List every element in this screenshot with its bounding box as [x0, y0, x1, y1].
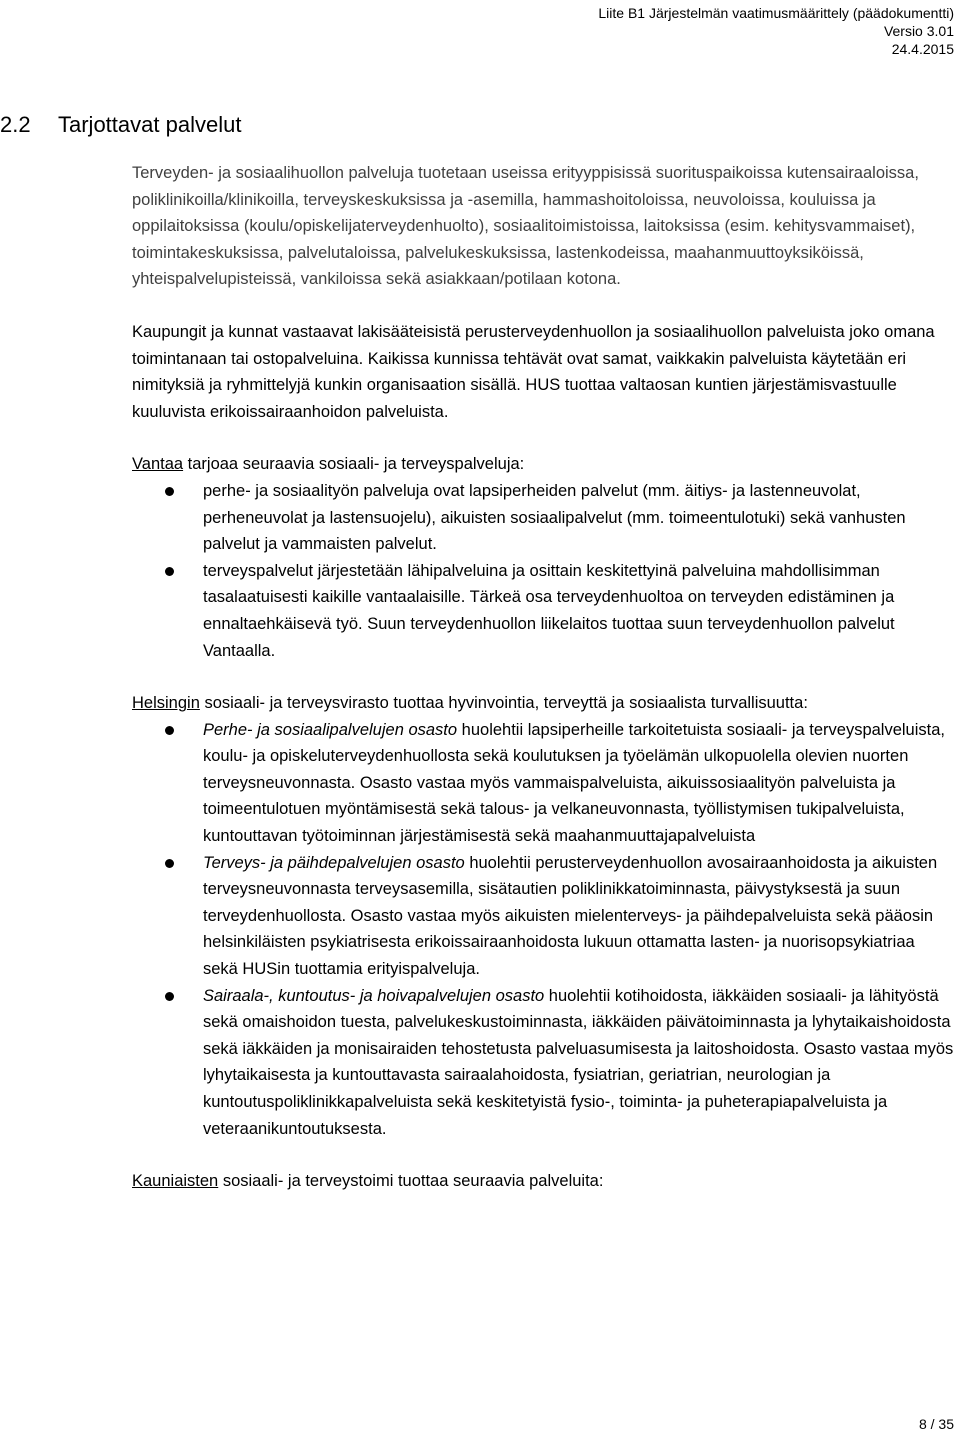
bullet-icon: [165, 859, 174, 868]
page-header: [598, 4, 954, 58]
vantaa-item-text: perhe- ja sosiaalityön palveluja ovat lapsiperheiden palvelut (mm. äitiys- ja lastenneuvolat, perheneuvolat ja lastensuojelu), aikuisten sosiaalipalvelut (mm. toimeentulotuki) sekä vanhusten palvelut ja vammaisten palvelut.: [203, 481, 906, 554]
kauniainen-rest: sosiaali- ja terveystoimi tuottaa seuraavia palveluita:: [218, 1172, 604, 1191]
list-item: [132, 983, 954, 1143]
helsinki-list: [132, 717, 954, 1143]
list-item: [132, 850, 954, 983]
helsinki-item-text: huolehtii perusterveydenhuollon avosairaanhoidosta ja aikuisten terveysneuvonnasta terveysasemilla, sisätautien poliklinikkatoiminnasta, päivystyksestä ja suun terveydenhuollosta. Osasto vastaa myös aikuisten mielenterveys- ja päihdepalveluista sekä pääosin helsinkiläisten psykiatrisesta erikoissairaanhoidosta lukuun ottamatta lasten- ja nuorisopsykiatriaa sekä HUSin tuottamia erityispalveluja.: [203, 853, 938, 979]
intro-paragraph: Terveyden- ja sosiaalihuollon palveluja tuotetaan useissa erityyppisissä suorituspaikoissa kutensairaaloissa, poliklinikoilla/klinikoilla, terveyskeskuksissa ja -asemilla, hammashoitoloissa, neuvoloissa, kouluissa ja oppilaitoksissa (koulu/opiskelijaterveydenhuolto), sosiaalitoimistoissa, laitoksissa (esim. kehitysvammaiset), toimintakeskuksissa, palvelutaloissa, palvelukeskuksissa, lastenkodeissa, maahanmuuttoyksiköissä, yhteispalvelupisteissä, vankiloissa sekä asiakkaan/potilaan kotona.: [132, 164, 919, 289]
section-title: Tarjottavat palvelut: [58, 112, 242, 137]
helsinki-unit-name: Sairaala-, kuntoutus- ja hoivapalvelujen osasto: [203, 986, 545, 1005]
helsinki-item-text: huolehtii lapsiperheille tarkoitetuista sosiaali- ja terveyspalveluista, koulu- ja opiskeluterveydenhuollosta sekä koulutuksen ja työelämän ulkopuolella olevien nuorten terveysneuvonnasta. Osasto vastaa myös vammaispalveluista, aikuissosiaalityön palveluista ja toimeentulotuen myöntämisestä sekä talous- ja velkaneuvonnasta, työllistymisen tukipalveluista, kuntouttavan työtoiminnan järjestämisestä sekä maahanmuuttajapalveluista: [203, 720, 945, 846]
municipalities-paragraph: Kaupungit ja kunnat vastaavat lakisääteisistä perusterveydenhuollon ja sosiaalihuollon palveluista joko omana toimintanaan tai ostopalveluina. Kaikissa kunnissa tehtävät ovat samat, vaikkakin palveluista käytetään eri nimityksiä ja ryhmittelyjä kunkin organisaation sisällä. HUS tuottaa valtaosan kuntien järjestämisvastuulle kuuluvista erikoissairaanhoidon palveluista.: [132, 322, 935, 421]
bullet-icon: [165, 567, 174, 576]
section-heading: [0, 112, 241, 138]
header-doc-title: Liite B1 Järjestelmän vaatimusmäärittely (päädokumentti): [598, 5, 954, 21]
kauniainen-lead: Kauniaisten: [132, 1172, 219, 1191]
bullet-icon: [165, 487, 174, 496]
helsinki-lead: Helsingin: [132, 694, 200, 713]
bullet-icon: [165, 992, 174, 1001]
vantaa-rest: tarjoaa seuraavia sosiaali- ja terveyspalveluja:: [183, 455, 525, 474]
vantaa-intro: [132, 451, 954, 478]
helsinki-unit-name: Terveys- ja päihdepalvelujen osasto: [203, 853, 465, 872]
helsinki-item-text: huolehtii kotihoidosta, iäkkäiden sosiaali- ja lähityöstä sekä omaishoidon tuesta, palvelukeskustoiminnasta, iäkkäiden päivätoiminnasta ja lyhytaikaishoidosta sekä iäkkäiden ja monisairaiden tehostetusta palveluasumisesta ja laitoshoidosta. Osasto vastaa myös lyhytaikaisesta ja kuntouttavasta sairaalahoidosta, fysiatrian, geriatrian, neurologian ja kuntoutuspoliklinikkapalveluista sekä keskitetyistä fysio-, toiminta- ja puheterapiapalveluista ja veteraanikuntoutuksesta.: [203, 986, 954, 1138]
header-version: Versio 3.01: [883, 23, 954, 39]
document-body: [132, 160, 954, 1195]
helsinki-rest: sosiaali- ja terveysvirasto tuottaa hyvinvointia, terveyttä ja sosiaalista turvallisuutta:: [199, 694, 808, 713]
vantaa-list: [132, 478, 954, 664]
helsinki-intro: [132, 690, 954, 717]
page-number: 8 / 35: [918, 1416, 954, 1432]
list-item: [132, 558, 954, 664]
header-date: 24.4.2015: [891, 41, 954, 57]
list-item: [132, 478, 954, 558]
vantaa-item-text: terveyspalvelut järjestetään lähipalveluina ja osittain keskitettyinä palveluina mahdollisimman tasalaatuisesti kaikille vantaalaisille. Tärkeä osa terveydenhuoltoa on terveyden edistäminen ja ennaltaehkäisevä työ. Suun terveydenhuollon liikelaitos tuottaa suun terveydenhuollon palvelut Vantaalla.: [203, 561, 895, 660]
section-number: 2.2: [0, 112, 31, 137]
vantaa-lead: Vantaa: [132, 455, 184, 474]
bullet-icon: [165, 726, 174, 735]
kauniainen-intro: [132, 1168, 954, 1195]
list-item: [132, 717, 954, 850]
helsinki-unit-name: Perhe- ja sosiaalipalvelujen osasto: [203, 720, 458, 739]
